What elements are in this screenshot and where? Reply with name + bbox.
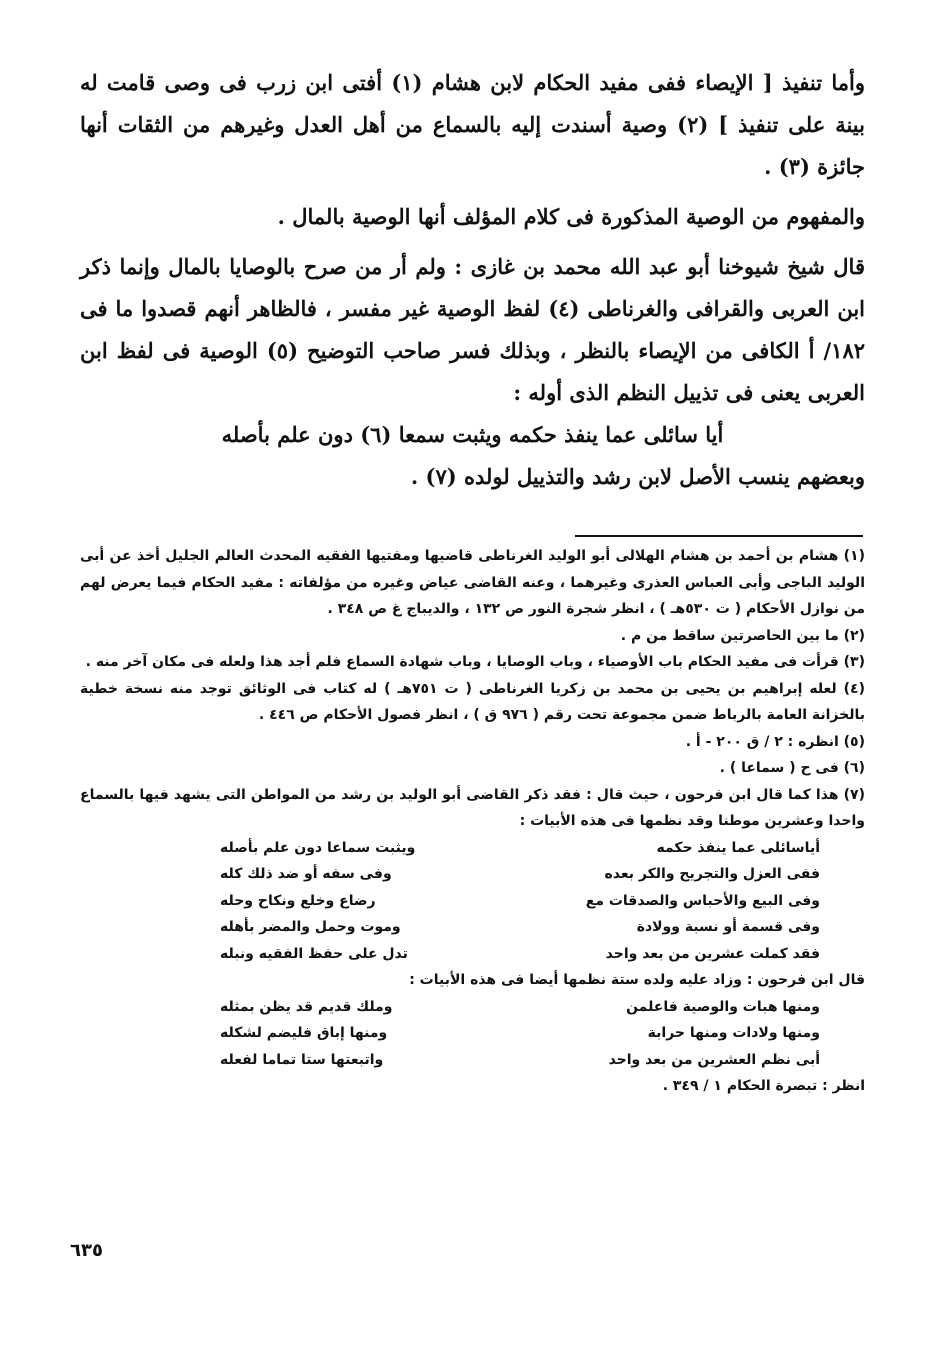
footnote-2: (٢) ما بين الحاصرتين ساقط من م . [620, 627, 865, 644]
paragraph-3: قال شيخ شيوخنا أبو عبد الله محمد بن غازى : ولم أر من صرح بالوصايا بالمال وإنما ذكر ابن العربى والقرافى والغرناطى (٤) لفظ الوصية غير مفسر ، فالظاهر أنهم قصدوا ما فى ١٨٢/ أ الكافى من الإيصاء بالنظر ، وبذلك فسر صاحب التوضيح (٥) الوصية فى لفظ ابن العربى يعنى فى تذييل النظم الذى أوله : [80, 254, 866, 405]
footnote-3: (٣) قرأت فى مفيد الحكام باب الأوصياء ، وباب الوصايا ، وباب شهادة السماع فلم أجد هذا ولعله فى مكان آخر منه . [85, 654, 865, 670]
footnote-7-reference: انظر : تبصرة الحكام ١ / ٣٤٩ . [662, 1078, 865, 1094]
hemistich-second: ومنها إباق فليضم لشكله [220, 1025, 388, 1041]
poem-line [220, 1047, 820, 1074]
verse-line: أيا سائلى عما ينفذ حكمه ويثبت سمعا (٦) دون علم بأصله [221, 422, 724, 447]
hemistich-first: ففى العزل والتجريح والكر بعده [604, 866, 820, 882]
footnote-6: (٦) فى ح ( سماعا ) . [719, 760, 865, 776]
footnote-1: (١) هشام بن أحمد بن هشام الهلالى أبو الوليد الغرناطى قاضيها ومفتيها الفقيه المحدث العالم الجليل أخذ عن أبى الوليد الباجى وأبى العباس العذرى وغيرهما ، وعنه القاضى عياض وغيره من مؤلفاته : مفيد الحكام فيما يعرض لهم من نوازل الأحكام ( ت ٥٣٠هـ ) ، انظر شجرة النور ص ١٣٢ ، والديباج غ ص ٣٤٨ . [80, 548, 865, 617]
hemistich-first: فقد كملت عشرين من بعد واحد [605, 945, 820, 962]
hemistich-first: ومنها ولادات ومنها حرابة [647, 1025, 820, 1041]
poem-line [220, 888, 820, 915]
hemistich-second: وفى سفه أو ضد ذلك كله [220, 866, 392, 882]
poem-2 [220, 994, 820, 1074]
paragraph-4: وبعضهم ينسب الأصل لابن رشد والتذييل لولده (٧) . [410, 464, 865, 489]
poem-line [220, 861, 820, 888]
poem-line [220, 914, 820, 941]
poem-1 [220, 835, 820, 968]
footnotes [80, 543, 865, 1100]
page-number: ٦٣٥ [70, 1240, 103, 1261]
footnote-separator [575, 535, 863, 537]
hemistich-second: تدل على حفظ الفقيه ونبله [220, 945, 408, 962]
footnote-7: (٧) هذا كما قال ابن فرحون ، حيث قال : فقد ذكر القاضى أبو الوليد بن رشد من المواطن التى يشهد فيها بالسماع واحدا وعشرين موطنا وقد نظمها فى هذه الأبيات : [80, 786, 865, 829]
hemistich-second: وموت وحمل والمضر بأهله [220, 919, 401, 935]
footnote-4: (٤) لعله إبراهيم بن يحيى بن محمد بن زكريا الغرناطى ( ت ٧٥١هـ ) له كتاب فى الوثائق توجد منه نسخة خطية بالخزانة العامة بالرباط ضمن مجموعة تحت رقم ( ٩٧٦ ق ) ، انظر فصول الأحكام ص ٤٤٦ . [80, 680, 865, 723]
footnote-5: (٥) انظره : ٢ / ق ٢٠٠ - أ . [685, 733, 865, 750]
main-text [80, 62, 865, 498]
hemistich-second: ويثبت سماعا دون علم بأصله [220, 839, 416, 856]
hemistich-first: ومنها هبات والوصية فاعلمن [626, 998, 820, 1015]
poem-line [220, 941, 820, 968]
footnote-7-continuation: قال ابن فرحون : وزاد عليه ولده ستة نظمها أيضا فى هذه الأبيات : [409, 972, 865, 988]
poem-line [220, 994, 820, 1021]
hemistich-second: وملك قديم قد يظن بمثله [220, 998, 393, 1015]
poem-line [220, 1020, 820, 1047]
hemistich-second: واتبعتها ستا تماما لفعله [220, 1051, 384, 1068]
hemistich-second: رضاع وخلع ونكاح وحله [220, 892, 376, 909]
hemistich-first: أبى نظم العشرين من بعد واحد [608, 1051, 820, 1068]
hemistich-first: وفى قسمة أو نسبة وولادة [636, 919, 820, 935]
poem-line [220, 835, 820, 862]
hemistich-first: وفى البيع والأحباس والصدقات مع [585, 892, 820, 909]
paragraph-1: وأما تنفيذ [ الإيصاء ففى مفيد الحكام لابن هشام (١) أفتى ابن زرب فى وصى قامت له بينة على تنفيذ ] (٢) وصية أسندت إليه بالسماع من أهل العدل وغيرهم من الثقات أنها جائزة (٣) . [80, 70, 866, 179]
paragraph-2: والمفهوم من الوصية المذكورة فى كلام المؤلف أنها الوصية بالمال . [277, 204, 865, 229]
hemistich-first: أياسائلى عما ينفذ حكمه [656, 839, 820, 856]
